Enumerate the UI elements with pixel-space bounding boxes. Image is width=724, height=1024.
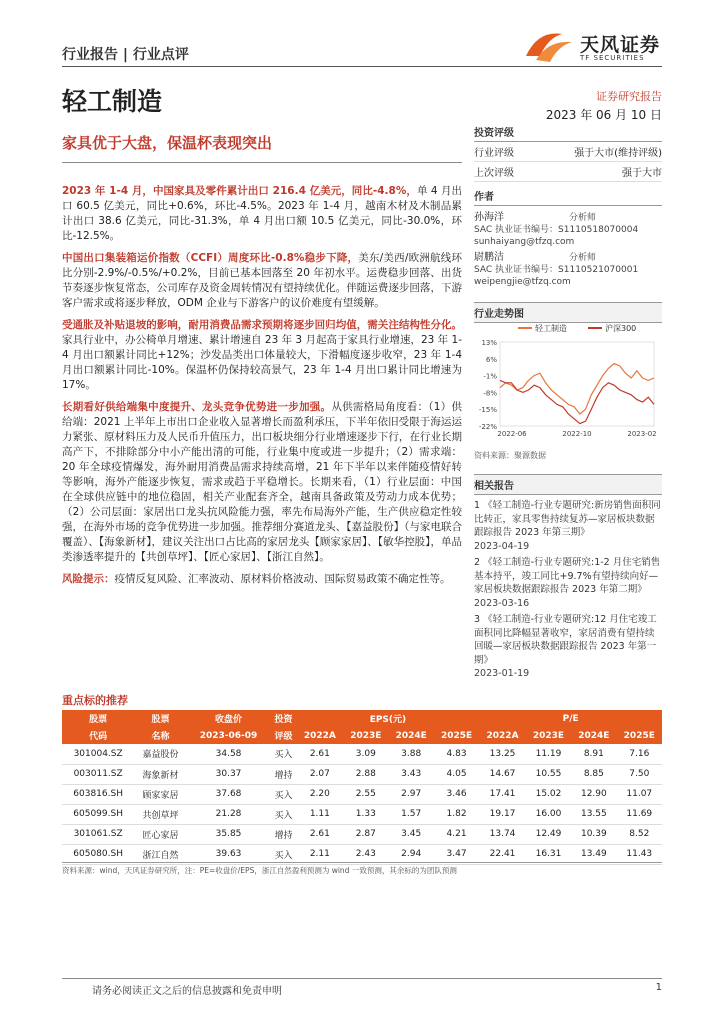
table-cell: 2.87 bbox=[343, 824, 388, 844]
table-head-row: 代码 名称 2023-06-09 评级 2022A 2023E 2024E 2025E 2022A 2023E 2024E 2025E bbox=[62, 727, 662, 744]
logo-text: 天风证券 bbox=[580, 34, 661, 56]
table-cell: 11.19 bbox=[526, 744, 571, 764]
table-cell: 3.47 bbox=[434, 844, 479, 864]
analyst-email[interactable]: sunhaiyang@tfzq.com bbox=[474, 237, 575, 247]
table-cell: 605080.SH bbox=[62, 844, 134, 864]
rating-title: 投资评级 bbox=[474, 124, 662, 142]
y-tick-label: 6% bbox=[485, 355, 497, 364]
table-cell: 12.49 bbox=[526, 824, 571, 844]
table-cell: 17.41 bbox=[479, 784, 526, 804]
table-cell: 3.43 bbox=[389, 764, 434, 784]
table-row bbox=[62, 804, 662, 824]
table-cell: 4.05 bbox=[434, 764, 479, 784]
related-item[interactable]: 3 《轻工制造-行业专题研究:12 月住宅竣工面积同比降幅显著收窄，家居消费有望持续回暖—家居板块数据跟踪报告 2023 年第一期》 2023-01-19 bbox=[474, 614, 657, 679]
table-cell: 3.45 bbox=[389, 824, 434, 844]
table-cell: 22.41 bbox=[479, 844, 526, 864]
table-cell: 1.57 bbox=[389, 804, 434, 824]
y-tick-label: -15% bbox=[478, 406, 497, 415]
y-tick-label: -22% bbox=[478, 423, 497, 431]
y-tick-label: 13% bbox=[481, 339, 497, 347]
authors-title: 作者 bbox=[474, 188, 662, 206]
table-title: 重点标的推荐 bbox=[62, 694, 128, 707]
table-cell: 4.21 bbox=[434, 824, 479, 844]
legend-label: 沪深300 bbox=[605, 324, 637, 333]
table-cell: 浙江自然 bbox=[134, 844, 186, 864]
table-cell: 11.69 bbox=[617, 804, 662, 824]
table-cell: 14.67 bbox=[479, 764, 526, 784]
footer-disclaimer: 请务必阅读正文之后的信息披露和免责申明 bbox=[92, 986, 282, 997]
table-cell: 8.52 bbox=[617, 824, 662, 844]
table-cell: 2.88 bbox=[343, 764, 388, 784]
paragraph: 长期看好供给端集中度提升、龙头竞争优势进一步加强。从供需格局角度看：（1）供给端：2021 上半年上市出口企业收入显著增长而盈利承压，下半年依旧受限于海运运力紧张、原材料压力及人民币升值压力，出口板块细分行业增速逐步下行，在行业长期高产下，不排除部分中小产能出清的可能，行业集中度或进一步提升；（2）需求端：20 年全球疫情爆发，海外耐用消费品需求持续高增，21 年下半年以来伴随疫情好转等影响，海外产能逐步恢复，需求或趋于平稳增长。长期来看，（1）行业层面：中国在全球供应链中的地位稳固，相关产业配套齐全，越南具备政策及劳动力成本优势；（2）公司层面：家居出口龙头抗风险能力强，率先布局海外产能，生产供应稳定性较强，在海外市场的竞争优势进一步加强。推荐细分赛道龙头、【嘉益股份】（与家电联合覆盖）、【海象新材】，建议关注出口占比高的家居龙头【顾家家居】、【敏华控股】，单品类渗透率提升的【共创草坪】、【匠心家居】、【浙江自然】。 bbox=[62, 401, 463, 563]
table-cell: 16.00 bbox=[526, 804, 571, 824]
report-type: 证券研究报告 bbox=[596, 90, 662, 103]
stock-table bbox=[62, 710, 662, 865]
trend-title: 行业走势图 bbox=[474, 302, 662, 323]
subtitle-divider bbox=[62, 162, 462, 163]
x-tick-label: 2023-02 bbox=[627, 430, 657, 438]
rating-row: 行业评级 强于大市(维持评级) bbox=[474, 142, 662, 162]
table-cell: 2.55 bbox=[343, 784, 388, 804]
table-cell: 2.94 bbox=[389, 844, 434, 864]
table-row bbox=[62, 784, 662, 804]
table-cell: 11.07 bbox=[617, 784, 662, 804]
table-cell: 共创草坪 bbox=[134, 804, 186, 824]
table-cell: 3.46 bbox=[434, 784, 479, 804]
table-cell: 海象新材 bbox=[134, 764, 186, 784]
rating-row: 上次评级 强于大市 bbox=[474, 162, 662, 182]
table-cell: 16.31 bbox=[526, 844, 571, 864]
table-cell: 301004.SZ bbox=[62, 744, 134, 764]
paragraph: 受通胀及补贴退坡的影响，耐用消费品需求预期将逐步回归均值，需关注结构性分化。家具行业中，办公椅单月增速、累计增速自 23 年 3 月起高于家具行业增速，23 年 1-4 月出口额累计同比+12%；沙发品类出口体量较大，下滑幅度逐步收窄，23 年 1-4 月出口额累计同比-10%。保温杯仍保持较高景气，23 年 1-4 月出口累计同比增速为 17%。 bbox=[62, 319, 462, 391]
table-row bbox=[62, 844, 662, 864]
table-cell: 37.68 bbox=[187, 784, 271, 804]
table-cell: 顾家家居 bbox=[134, 784, 186, 804]
table-cell: 1.82 bbox=[434, 804, 479, 824]
analyst: 尉鹏洁 分析师 SAC 执业证书编号：S1110521070001 weipengjie@tfzq.com bbox=[474, 252, 662, 288]
table-cell: 嘉益股份 bbox=[134, 744, 186, 764]
table-cell: 30.37 bbox=[187, 764, 271, 784]
table-cell: 13.55 bbox=[571, 804, 616, 824]
table-cell: 增持 bbox=[270, 824, 296, 844]
table-cell: 匠心家居 bbox=[134, 824, 186, 844]
series-line bbox=[500, 364, 654, 414]
authors-panel bbox=[474, 188, 662, 288]
table-cell: 35.85 bbox=[187, 824, 271, 844]
table-cell: 2.07 bbox=[297, 764, 344, 784]
table-cell: 21.28 bbox=[187, 804, 271, 824]
table-cell: 1.33 bbox=[343, 804, 388, 824]
trend-chart bbox=[474, 318, 662, 446]
table-cell: 13.25 bbox=[479, 744, 526, 764]
related-panel bbox=[474, 474, 662, 684]
y-tick-label: -8% bbox=[483, 389, 497, 398]
table-cell: 8.85 bbox=[571, 764, 616, 784]
footer-divider bbox=[62, 978, 662, 979]
tf-logo-icon bbox=[522, 26, 576, 66]
x-tick-label: 2022-10 bbox=[562, 430, 592, 438]
chart-source: 资料来源：聚源数据 bbox=[474, 451, 546, 460]
analyst: 孙海洋 分析师 SAC 执业证书编号：S1110518070004 sunhaiyang@tfzq.com bbox=[474, 212, 662, 248]
legend-label: 轻工制造 bbox=[535, 324, 567, 333]
table-cell: 2.11 bbox=[297, 844, 344, 864]
table-cell: 10.55 bbox=[526, 764, 571, 784]
table-cell: 34.58 bbox=[187, 744, 271, 764]
y-tick-label: -1% bbox=[483, 372, 497, 381]
analyst-email[interactable]: weipengjie@tfzq.com bbox=[474, 277, 571, 287]
table-row bbox=[62, 744, 662, 764]
table-cell: 2.20 bbox=[297, 784, 344, 804]
paragraph: 2023 年 1-4 月，中国家具及零件累计出口 216.4 亿美元，同比-4.8%，单 4 月出口 60.5 亿美元，同比+0.6%，环比-4.5%。2023 年 1-4 月，越南木材及木制品累计出口 38.6 亿美元，同比-31.3%，单 4 月出口额 10.5 亿美元，同比-30.0%，环比-12.5%。 bbox=[62, 185, 462, 242]
page-number: 1 bbox=[655, 982, 662, 993]
page-title: 轻工制造 bbox=[62, 87, 163, 116]
table-cell: 301061.SZ bbox=[62, 824, 134, 844]
table-cell: 603816.SH bbox=[62, 784, 134, 804]
table-row bbox=[62, 824, 662, 844]
table-cell: 15.02 bbox=[526, 784, 571, 804]
related-item[interactable]: 2 《轻工制造-行业专题研究:1-2 月住宅销售基本持平，竣工同比+9.7%有望持续向好—家居板块数据跟踪报告 2023 年第二期》 2023-03-16 bbox=[474, 557, 661, 609]
table-cell: 买入 bbox=[270, 804, 296, 824]
table-cell: 13.49 bbox=[571, 844, 616, 864]
table-cell: 605099.SH bbox=[62, 804, 134, 824]
table-cell: 12.90 bbox=[571, 784, 616, 804]
table-cell: 7.50 bbox=[617, 764, 662, 784]
report-subtitle: 家具优于大盘，保温杯表现突出 bbox=[62, 134, 273, 152]
table-cell: 11.43 bbox=[617, 844, 662, 864]
table-cell: 13.74 bbox=[479, 824, 526, 844]
rating-panel bbox=[474, 124, 662, 182]
paragraph: 中国出口集装箱运价指数（CCFI）周度环比-0.8%稳步下降，美东/美西/欧洲航线环比分别-2.9%/-0.5%/+0.2%，目前已基本回落至 20 年初水平。运费稳步回落、出货节奏逐步恢复常态，公司库存及资金周转情况有望持续优化。伴随运费逐步回落，下游客户需求或将逐步释放，ODM 企业与下游客户的议价难度有望缓解。 bbox=[62, 252, 462, 309]
table-row bbox=[62, 764, 662, 784]
table-note: 资料来源：wind，天风证券研究所，注：PE=收盘价/EPS，浙江自然盈利预测为 wind 一致预测，其余标的为团队预测 bbox=[62, 862, 662, 876]
table-cell: 2.97 bbox=[389, 784, 434, 804]
related-item[interactable]: 1 《轻工制造-行业专题研究:新房销售面积同比转正，家具零售持续复苏—家居板块数据跟踪报告 2023 年第三期》 2023-04-19 bbox=[474, 500, 661, 552]
table-cell: 3.88 bbox=[389, 744, 434, 764]
plot-frame bbox=[500, 342, 654, 426]
table-cell: 8.91 bbox=[571, 744, 616, 764]
table-cell: 3.09 bbox=[343, 744, 388, 764]
logo-subtext: TF SECURITIES bbox=[580, 54, 645, 62]
table-cell: 2.61 bbox=[297, 824, 344, 844]
report-category: 行业报告 | 行业点评 bbox=[62, 47, 189, 63]
main-body bbox=[62, 184, 462, 594]
table-cell: 4.83 bbox=[434, 744, 479, 764]
table-cell: 买入 bbox=[270, 844, 296, 864]
table-cell: 7.16 bbox=[617, 744, 662, 764]
header-divider bbox=[62, 66, 662, 67]
x-tick-label: 2022-06 bbox=[497, 430, 527, 438]
table-cell: 买入 bbox=[270, 784, 296, 804]
table-cell: 10.39 bbox=[571, 824, 616, 844]
table-cell: 1.11 bbox=[297, 804, 344, 824]
table-cell: 39.63 bbox=[187, 844, 271, 864]
table-cell: 003011.SZ bbox=[62, 764, 134, 784]
table-head-row: 股票 股票 收盘价 投资 EPS(元) P/E bbox=[62, 710, 662, 727]
table-cell: 2.43 bbox=[343, 844, 388, 864]
report-date: 2023 年 06 月 10 日 bbox=[545, 108, 662, 122]
related-title: 相关报告 bbox=[474, 474, 662, 495]
table-cell: 2.61 bbox=[297, 744, 344, 764]
table-cell: 增持 bbox=[270, 764, 296, 784]
table-cell: 19.17 bbox=[479, 804, 526, 824]
table-cell: 买入 bbox=[270, 744, 296, 764]
paragraph: 风险提示：疫情反复风险、汇率波动、原材料价格波动、国际贸易政策不确定性等。 bbox=[62, 573, 451, 585]
